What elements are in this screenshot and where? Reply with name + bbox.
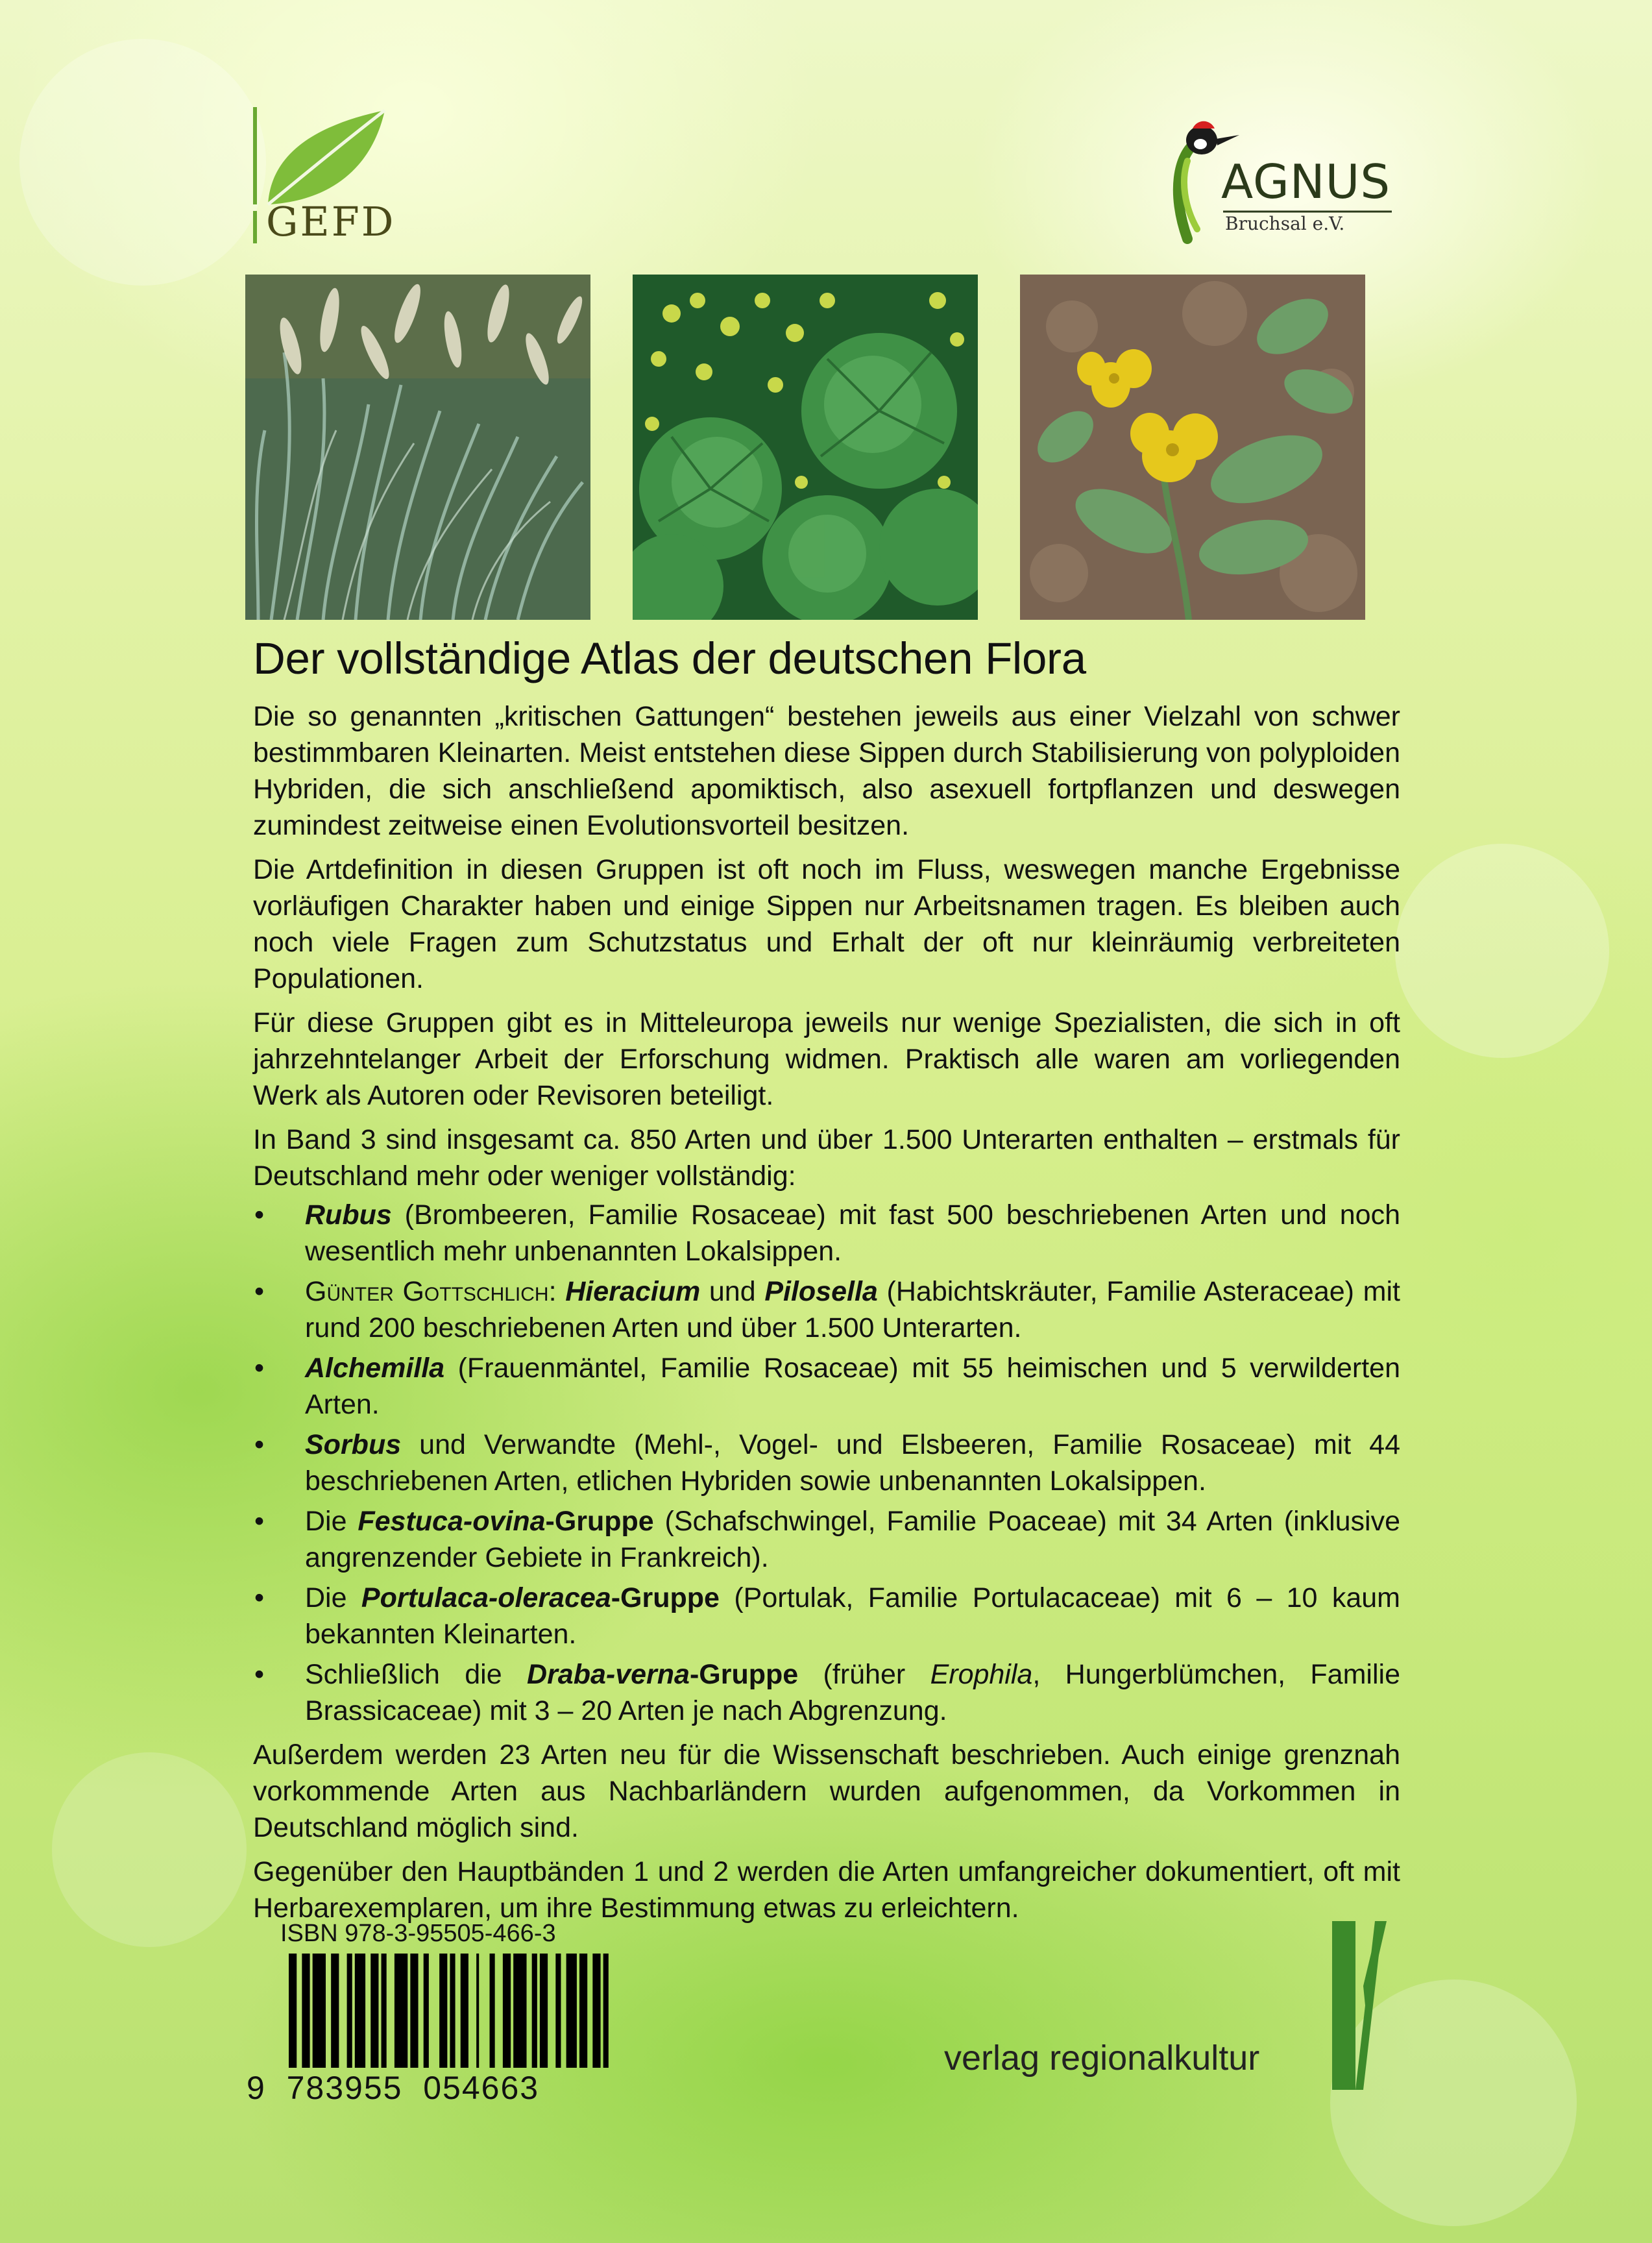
list-item: • Die Portulaca-oleracea-Gruppe (Portulak, Familie Portulacaceae) mit 6 – 10 kaum bekannten Kleinarten. <box>253 1580 1400 1652</box>
list-item: • Schließlich die Draba-verna-Gruppe (früher Erophila, Hungerblümchen, Familie Brassicaceae) mit 3 – 20 Arten je nach Abgrenzung. <box>253 1656 1400 1729</box>
gefd-logo-text: GEFD <box>266 198 396 245</box>
genus-list <box>253 1197 1400 1729</box>
agnus-logo-subtitle: Bruchsal e.V. <box>1225 213 1345 234</box>
bokeh-light <box>1395 844 1609 1058</box>
bokeh-light <box>52 1752 247 1947</box>
barcode <box>289 1954 616 2068</box>
list-item: • Sorbus und Verwandte (Mehl-, Vogel- und Elsbeeren, Familie Rosaceae) mit 44 beschriebenen Arten, etlichen Hybriden sowie unbenannten Lokalsippen. <box>253 1427 1400 1499</box>
photo-alchemilla <box>633 275 978 620</box>
paragraph: Gegenüber den Hauptbänden 1 und 2 werden die Arten umfangreicher dokumentiert, oft mit Herbarexemplaren, um ihre Bestimmung etwas zu erleichtern. <box>253 1856 1400 1924</box>
list-item: • Günter Gottschlich: Hieracium und Pilosella (Habichtskräuter, Familie Asteraceae) mit rund 200 beschriebenen Arten und über 1.500 Unterarten. <box>253 1273 1400 1346</box>
agnus-logo-text: AGNUS <box>1221 154 1391 209</box>
photo-yellow-flower <box>1020 275 1365 620</box>
list-item: • Die Festuca-ovina-Gruppe (Schafschwingel, Familie Poaceae) mit 34 Arten (inklusive angrenzender Gebiete in Frankreich). <box>253 1503 1400 1576</box>
paragraph: Die Artdefinition in diesen Gruppen ist oft noch im Fluss, weswegen manche Ergebnisse vorläufigen Charakter haben und einige Sippen nur Arbeitsnamen tragen. Es bleiben auch noch viele Fragen zum Schutzstatus und Erhalt der oft nur kleinräumig verbreiteten Populationen. <box>253 854 1400 994</box>
publisher-logo <box>1327 1921 1398 2090</box>
bokeh-light <box>19 39 266 286</box>
list-item: • Rubus (Brombeeren, Familie Rosaceae) mit fast 500 beschriebenen Arten und noch wesentlich mehr unbenannten Lokalsippen. <box>253 1197 1400 1269</box>
isbn-label: ISBN 978-3-95505-466-3 <box>280 1920 556 1947</box>
paragraph: Außerdem werden 23 Arten neu für die Wissenschaft beschrieben. Auch einige grenznah vorkommende Arten aus Nachbarländern wurden aufgenommen, da Vorkommen in Deutschland möglich sind. <box>253 1739 1400 1843</box>
photo-grass <box>245 275 590 620</box>
description-text <box>253 698 1400 1934</box>
paragraph: Für diese Gruppen gibt es in Mitteleuropa jeweils nur wenige Spezialisten, die sich in oft jahrzehntelanger Arbeit der Erforschung widmen. Praktisch alle waren am vorliegenden Werk als Autoren oder Revisoren beteiligt. <box>253 1007 1400 1111</box>
paragraph: Die so genannten „kritischen Gattungen“ bestehen jeweils aus einer Vielzahl von schwer bestimmbaren Kleinarten. Meist entstehen diese Sippen durch Stabilisierung von polyploiden Hybriden, die sich anschließend apomiktisch, also asexuell fortpflanzen und deswegen zumindest zeitweise einen Evolutionsvorteil besitzen. <box>253 701 1400 841</box>
publisher-name: verlag regionalkultur <box>944 2039 1260 2078</box>
list-item: • Alchemilla (Frauenmäntel, Familie Rosaceae) mit 55 heimischen und 5 verwilderten Arten. <box>253 1350 1400 1423</box>
barcode-digits: 9 783955 054663 <box>247 2070 540 2106</box>
paragraph: In Band 3 sind insgesamt ca. 850 Arten und über 1.500 Unterarten enthalten – erstmals für Deutschland mehr oder weniger vollständig: <box>253 1124 1400 1192</box>
page-title: Der vollständige Atlas der deutschen Flora <box>253 633 1086 683</box>
